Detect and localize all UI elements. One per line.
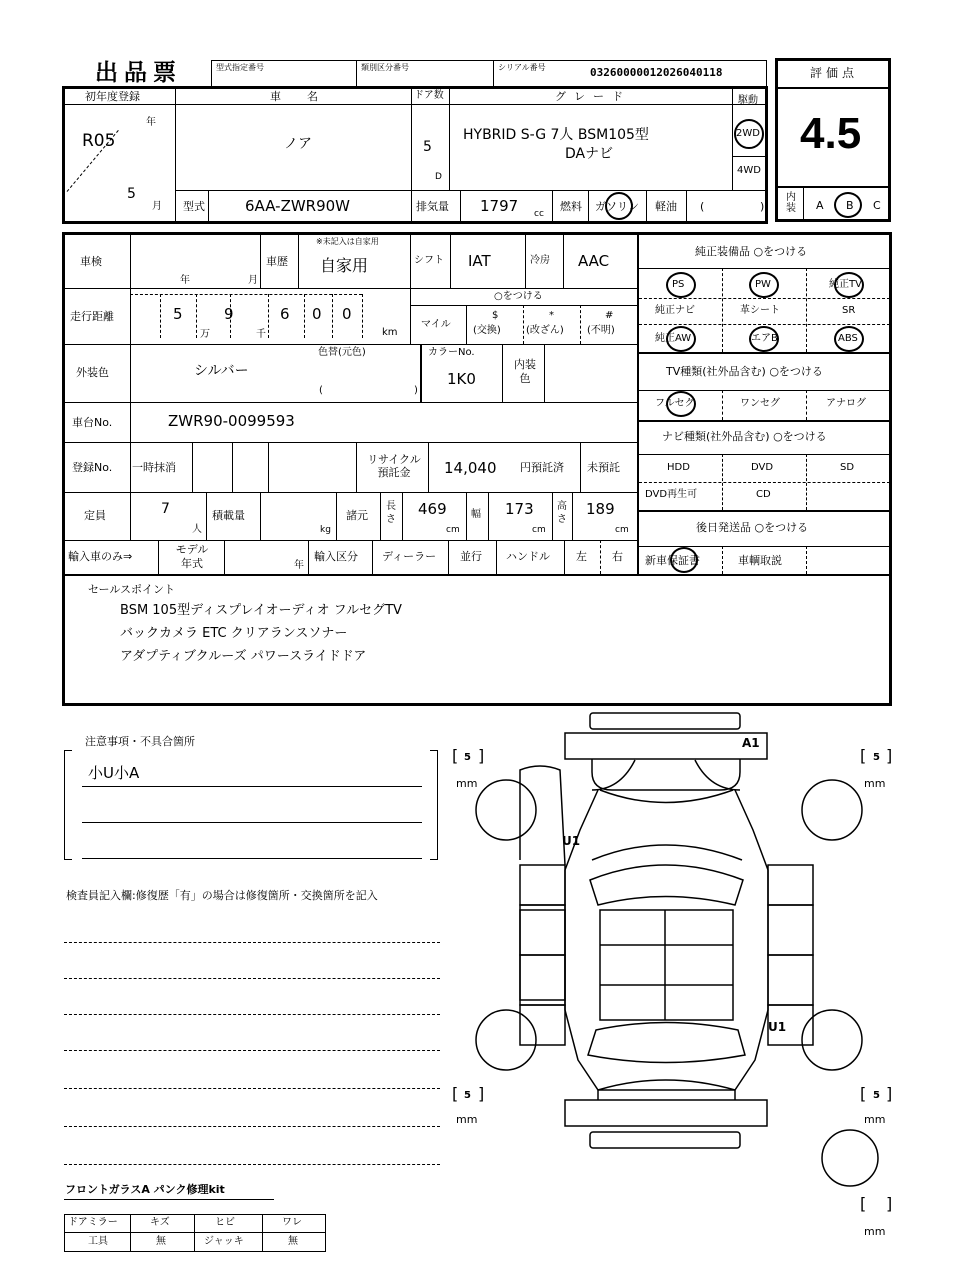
item-tools: 工具	[88, 1236, 108, 1247]
reg-label: 登録No.	[72, 461, 113, 474]
dealer-label: ディーラー	[382, 550, 437, 563]
car-name: ノア	[284, 136, 312, 152]
score-label: 評価点	[810, 66, 859, 80]
length-value: 469	[418, 500, 447, 518]
inspection-year-unit: 年	[180, 275, 190, 286]
tire-fr-depth: 5	[873, 752, 880, 763]
mark-star: *	[549, 310, 554, 321]
tire-rl-close: ]	[478, 1084, 485, 1103]
later-warranty-circle	[670, 547, 698, 573]
tire-fl-unit: mm	[456, 777, 478, 790]
import-type-label: 輸入区分	[314, 550, 358, 563]
mile-label: マイル	[421, 319, 451, 330]
tv-analog: アナログ	[826, 398, 866, 409]
equip-pw: PW	[755, 279, 771, 290]
import-label: 輸入車のみ⇒	[68, 550, 133, 563]
equip-tv-circle	[834, 272, 864, 298]
spare-unit: mm	[864, 1225, 886, 1238]
tire-fr-close: ]	[886, 746, 893, 765]
length-label: 長さ	[386, 501, 396, 525]
width-label: 幅	[471, 509, 481, 520]
recycle-unpaid: 未預託	[587, 461, 620, 474]
equip-pw-circle	[749, 272, 779, 298]
chassis-value: ZWR90-0099593	[168, 412, 295, 430]
tire-rl-unit: mm	[456, 1113, 478, 1126]
sales-line-2: バックカメラ ETC クリアランスソナー	[120, 626, 348, 641]
width-unit: cm	[532, 525, 546, 535]
tire-fl-close: ]	[478, 746, 485, 765]
item-jack-value: 無	[288, 1236, 298, 1247]
handle-left: 左	[576, 550, 587, 563]
fuel-label: 燃料	[560, 200, 582, 213]
displacement-label: 排気量	[416, 200, 449, 213]
mileage-label: 走行距離	[70, 310, 114, 323]
car-name-label: 車名	[270, 90, 344, 103]
mileage-km-unit: km	[382, 327, 398, 338]
doors-type: D	[435, 172, 442, 182]
inspection-label: 車検	[80, 255, 102, 268]
navi-dvd: DVD	[751, 462, 774, 473]
notes-line-1: 小U小A	[88, 764, 140, 782]
color-paren-close: )	[414, 385, 418, 396]
tire-fr-unit: mm	[864, 777, 886, 790]
equipment-header: 純正装備品 ○をつける	[695, 245, 808, 258]
drive-2wd: 2WD	[736, 128, 760, 139]
interior-selected-circle	[834, 192, 862, 218]
inspection-month-unit: 月	[248, 275, 258, 286]
mark-header: ○をつける	[494, 291, 543, 302]
equip-aw: 純正AW	[655, 333, 692, 344]
mark-hash-sub: (不明)	[587, 325, 615, 336]
sales-line-1: BSM 105型ディスプレイオーディオ フルセグTV	[120, 603, 402, 618]
mileage-digit-4: 0	[312, 305, 322, 323]
bottom-note: フロントガラスA パンク修理kit	[65, 1183, 225, 1196]
mileage-digit-2: 9	[224, 305, 234, 323]
inspector-label: 検査員記入欄:修復歴「有」の場合は修復箇所・交換箇所を記入	[66, 889, 378, 902]
light-oil-paren-close: )	[760, 200, 765, 213]
grade-line1: HYBRID S-G 7人 BSM105型	[463, 127, 649, 143]
front-mark: A1	[742, 736, 760, 750]
fuel-selected-circle	[605, 192, 633, 220]
mileage-digit-3: 6	[280, 305, 290, 323]
chassis-label: 車台No.	[72, 416, 113, 429]
width-value: 173	[505, 500, 534, 518]
model-year-unit: 年	[294, 560, 304, 571]
month-unit: 月	[152, 201, 162, 212]
tire-rl-bracket: [	[452, 1084, 459, 1103]
color-change-label: 色替(元色)	[318, 347, 366, 358]
class-label: 類別区分番号	[361, 63, 409, 72]
equip-sr: SR	[842, 305, 856, 316]
ac-label: 冷房	[530, 255, 550, 266]
length-unit: cm	[446, 525, 460, 535]
light-oil-paren: (	[700, 200, 705, 213]
right-mark: U1	[768, 1020, 787, 1034]
interior-c: C	[873, 199, 881, 212]
shift-label: シフト	[414, 255, 444, 266]
mark-star-sub: (改ざん)	[526, 325, 564, 336]
equip-airbag-circle	[749, 326, 779, 352]
recycle-value: 14,040	[444, 459, 497, 477]
equip-tv: 純正TV	[829, 279, 862, 290]
handle-right: 右	[612, 550, 623, 563]
notes-bracket-right	[430, 750, 438, 860]
mileage-sen-unit: 千	[256, 329, 266, 340]
equip-ps: PS	[672, 279, 685, 290]
light-oil-label: 軽油	[655, 200, 677, 213]
item-scratch: キズ	[150, 1217, 170, 1228]
height-unit: cm	[615, 525, 629, 535]
type-cert-label: 型式指定番号	[216, 63, 264, 72]
sales-line-3: アダプティブクルーズ パワースライドドア	[120, 649, 367, 664]
ac-value: AAC	[578, 252, 610, 270]
sales-label: セールスポイント	[88, 583, 176, 596]
mileage-digit-5: 0	[342, 305, 352, 323]
first-reg-label: 初年度登録	[85, 90, 140, 103]
item-tools-value: 無	[156, 1236, 166, 1247]
handle-label: ハンドル	[506, 550, 550, 563]
month-value: 5	[127, 186, 136, 202]
tire-fl-depth: 5	[464, 752, 471, 763]
item-jack: ジャッキ	[204, 1236, 244, 1247]
navi-hdd: HDD	[667, 462, 690, 473]
item-break: ワレ	[282, 1217, 302, 1228]
color-no-value: 1K0	[447, 370, 476, 388]
year-unit: 年	[146, 117, 156, 128]
load-label: 積載量	[212, 509, 245, 522]
parallel-label: 並行	[460, 550, 482, 563]
dims-label: 諸元	[346, 509, 368, 522]
history-label: 車歴	[266, 255, 288, 268]
interior-b: B	[846, 199, 854, 212]
tire-fl-bracket: [	[452, 746, 459, 765]
history-note: ※未記入は自家用	[316, 237, 379, 246]
tv-fullseg: フルセグ	[655, 398, 695, 409]
tire-rr-depth: 5	[873, 1090, 880, 1101]
later-warranty: 新車保証書	[645, 554, 700, 567]
color-no-label: カラーNo.	[428, 347, 475, 358]
interior-a: A	[816, 199, 824, 212]
serial-label: シリアル番号	[498, 63, 546, 72]
recycle-unit: 円預託済	[520, 461, 564, 474]
grade-label: グレード	[555, 90, 631, 103]
doors-label: ドア数	[414, 90, 444, 101]
spare-close: ]	[886, 1194, 893, 1213]
item-crack: ヒビ	[215, 1217, 235, 1228]
mark-dollar-sub: (交換)	[473, 325, 501, 336]
equip-leather: 革シート	[740, 305, 780, 316]
later-manual: 車輌取説	[738, 554, 782, 567]
shift-value: IAT	[468, 252, 491, 270]
displacement-value: 1797	[480, 197, 519, 215]
tire-rr-close: ]	[886, 1084, 893, 1103]
navi-cd: CD	[756, 489, 771, 500]
recycle-label: リサイクル預託金	[367, 453, 421, 479]
color-paren-open: (	[319, 385, 323, 396]
model-value: 6AA-ZWR90W	[245, 197, 351, 215]
navi-dvd-play: DVD再生可	[645, 489, 698, 500]
tv-fullseg-circle	[666, 391, 696, 417]
tire-rr-unit: mm	[864, 1113, 886, 1126]
spare-bracket: [	[860, 1194, 867, 1213]
equip-aw-circle	[666, 326, 696, 352]
equip-airbag: エアB	[751, 333, 778, 344]
equip-abs-circle	[834, 326, 864, 352]
mark-dollar: $	[492, 310, 499, 321]
left-mark: U1	[562, 834, 581, 848]
interior-color-label: 内装色	[514, 358, 536, 385]
mileage-man-unit: 万	[200, 329, 210, 340]
reg-value: 一時抹消	[132, 461, 176, 474]
equip-navi: 純正ナビ	[655, 305, 695, 316]
mark-hash: #	[605, 310, 614, 321]
tire-fr-bracket: [	[860, 746, 867, 765]
load-unit: kg	[320, 525, 331, 535]
notes-bracket-left	[64, 750, 72, 860]
tv-oneseg: ワンセグ	[740, 398, 780, 409]
exterior-color-value: シルバー	[194, 363, 249, 379]
tv-header: TV種類(社外品含む) ○をつける	[666, 365, 823, 378]
score-value: 4.5	[800, 109, 862, 158]
later-header: 後日発送品 ○をつける	[696, 521, 809, 534]
drive-label: 駆動	[738, 95, 758, 106]
navi-header: ナビ種類(社外品含む) ○をつける	[662, 430, 827, 443]
grade-line2: DAナビ	[565, 146, 614, 162]
interior-label: 内装	[786, 192, 796, 214]
navi-sd: SD	[840, 462, 855, 473]
year-value: R05	[82, 131, 116, 151]
height-label: 高さ	[557, 501, 567, 525]
item-mirror: ドアミラー	[68, 1217, 118, 1228]
displacement-unit: cc	[534, 209, 544, 219]
model-year-label: モデル年式	[175, 543, 209, 570]
equip-abs: ABS	[838, 333, 858, 344]
mileage-digit-1: 5	[173, 305, 183, 323]
drive-selected-circle	[734, 119, 764, 149]
height-value: 189	[586, 500, 615, 518]
history-value: 自家用	[320, 256, 369, 275]
drive-4wd: 4WD	[737, 165, 761, 176]
fuel-value: ガソリン	[595, 200, 639, 213]
model-label: 型式	[183, 200, 205, 213]
notes-label: 注意事項・不具合箇所	[85, 735, 195, 748]
capacity-value: 7	[161, 501, 170, 517]
doors-value: 5	[423, 139, 432, 155]
sheet-title: 出品票	[95, 60, 182, 86]
tire-rr-bracket: [	[860, 1084, 867, 1103]
equip-ps-circle	[666, 272, 696, 298]
capacity-unit: 人	[192, 524, 202, 535]
exterior-color-label: 外装色	[76, 366, 109, 379]
capacity-label: 定員	[84, 509, 106, 522]
serial-number: 03260000012026040118	[590, 66, 723, 79]
tire-rl-depth: 5	[464, 1090, 471, 1101]
